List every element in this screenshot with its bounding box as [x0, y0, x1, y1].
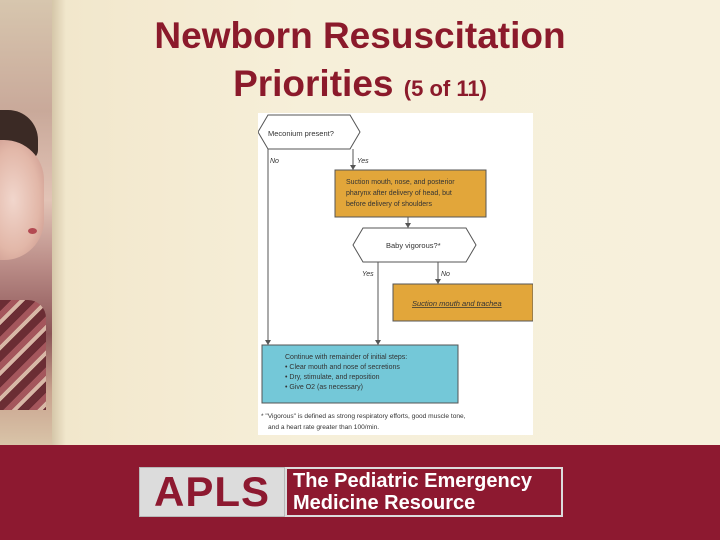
meconium-no-label: No [270, 158, 279, 165]
apls-logo-text: APLS [153, 468, 270, 515]
tagline-line-1: The Pediatric Emergency [293, 470, 532, 492]
title-line-2 [0, 60, 720, 113]
suction-line-3: before delivery of shoulders [346, 201, 432, 208]
vigorous-no-label: No [441, 271, 450, 278]
apls-tagline [285, 467, 563, 517]
vigorous-yes-label: Yes [362, 271, 374, 278]
apls-logo [139, 467, 285, 517]
vigorous-yes-head [375, 340, 381, 345]
continue-line-1: Continue with remainder of initial steps: [285, 354, 408, 361]
suction-line-1: Suction mouth, nose, and posterior [346, 179, 455, 186]
continue-line-2: • Clear mouth and nose of secretions [285, 364, 400, 371]
meconium-decision-label: Meconium present? [268, 129, 334, 138]
to-vigorous-head [405, 223, 411, 228]
yes-arrow-head [350, 165, 356, 170]
meconium-yes-label: Yes [357, 158, 369, 165]
no-arrow-head [265, 340, 271, 345]
footnote-line-1: * "Vigorous" is defined as strong respiratory efforts, good muscle tone, [261, 413, 466, 420]
footnote-line-2: and a heart rate greater than 100/min. [268, 424, 380, 431]
title-main: Priorities [233, 63, 394, 104]
flowchart [258, 113, 533, 435]
vigorous-decision-label: Baby vigorous?* [386, 241, 441, 250]
title-line-1: Newborn Resuscitation [154, 15, 566, 56]
continue-line-3: • Dry, stimulate, and reposition [285, 374, 380, 381]
suction-line-2: pharynx after delivery of head, but [346, 190, 452, 197]
vigorous-no-head [435, 279, 441, 284]
continue-line-4: • Give O2 (as necessary) [285, 384, 363, 391]
title-page-indicator: (5 of 11) [403, 76, 487, 101]
tagline-line-2: Medicine Resource [293, 492, 476, 514]
slide-title [0, 12, 720, 113]
trachea-label: Suction mouth and trachea [412, 299, 502, 308]
